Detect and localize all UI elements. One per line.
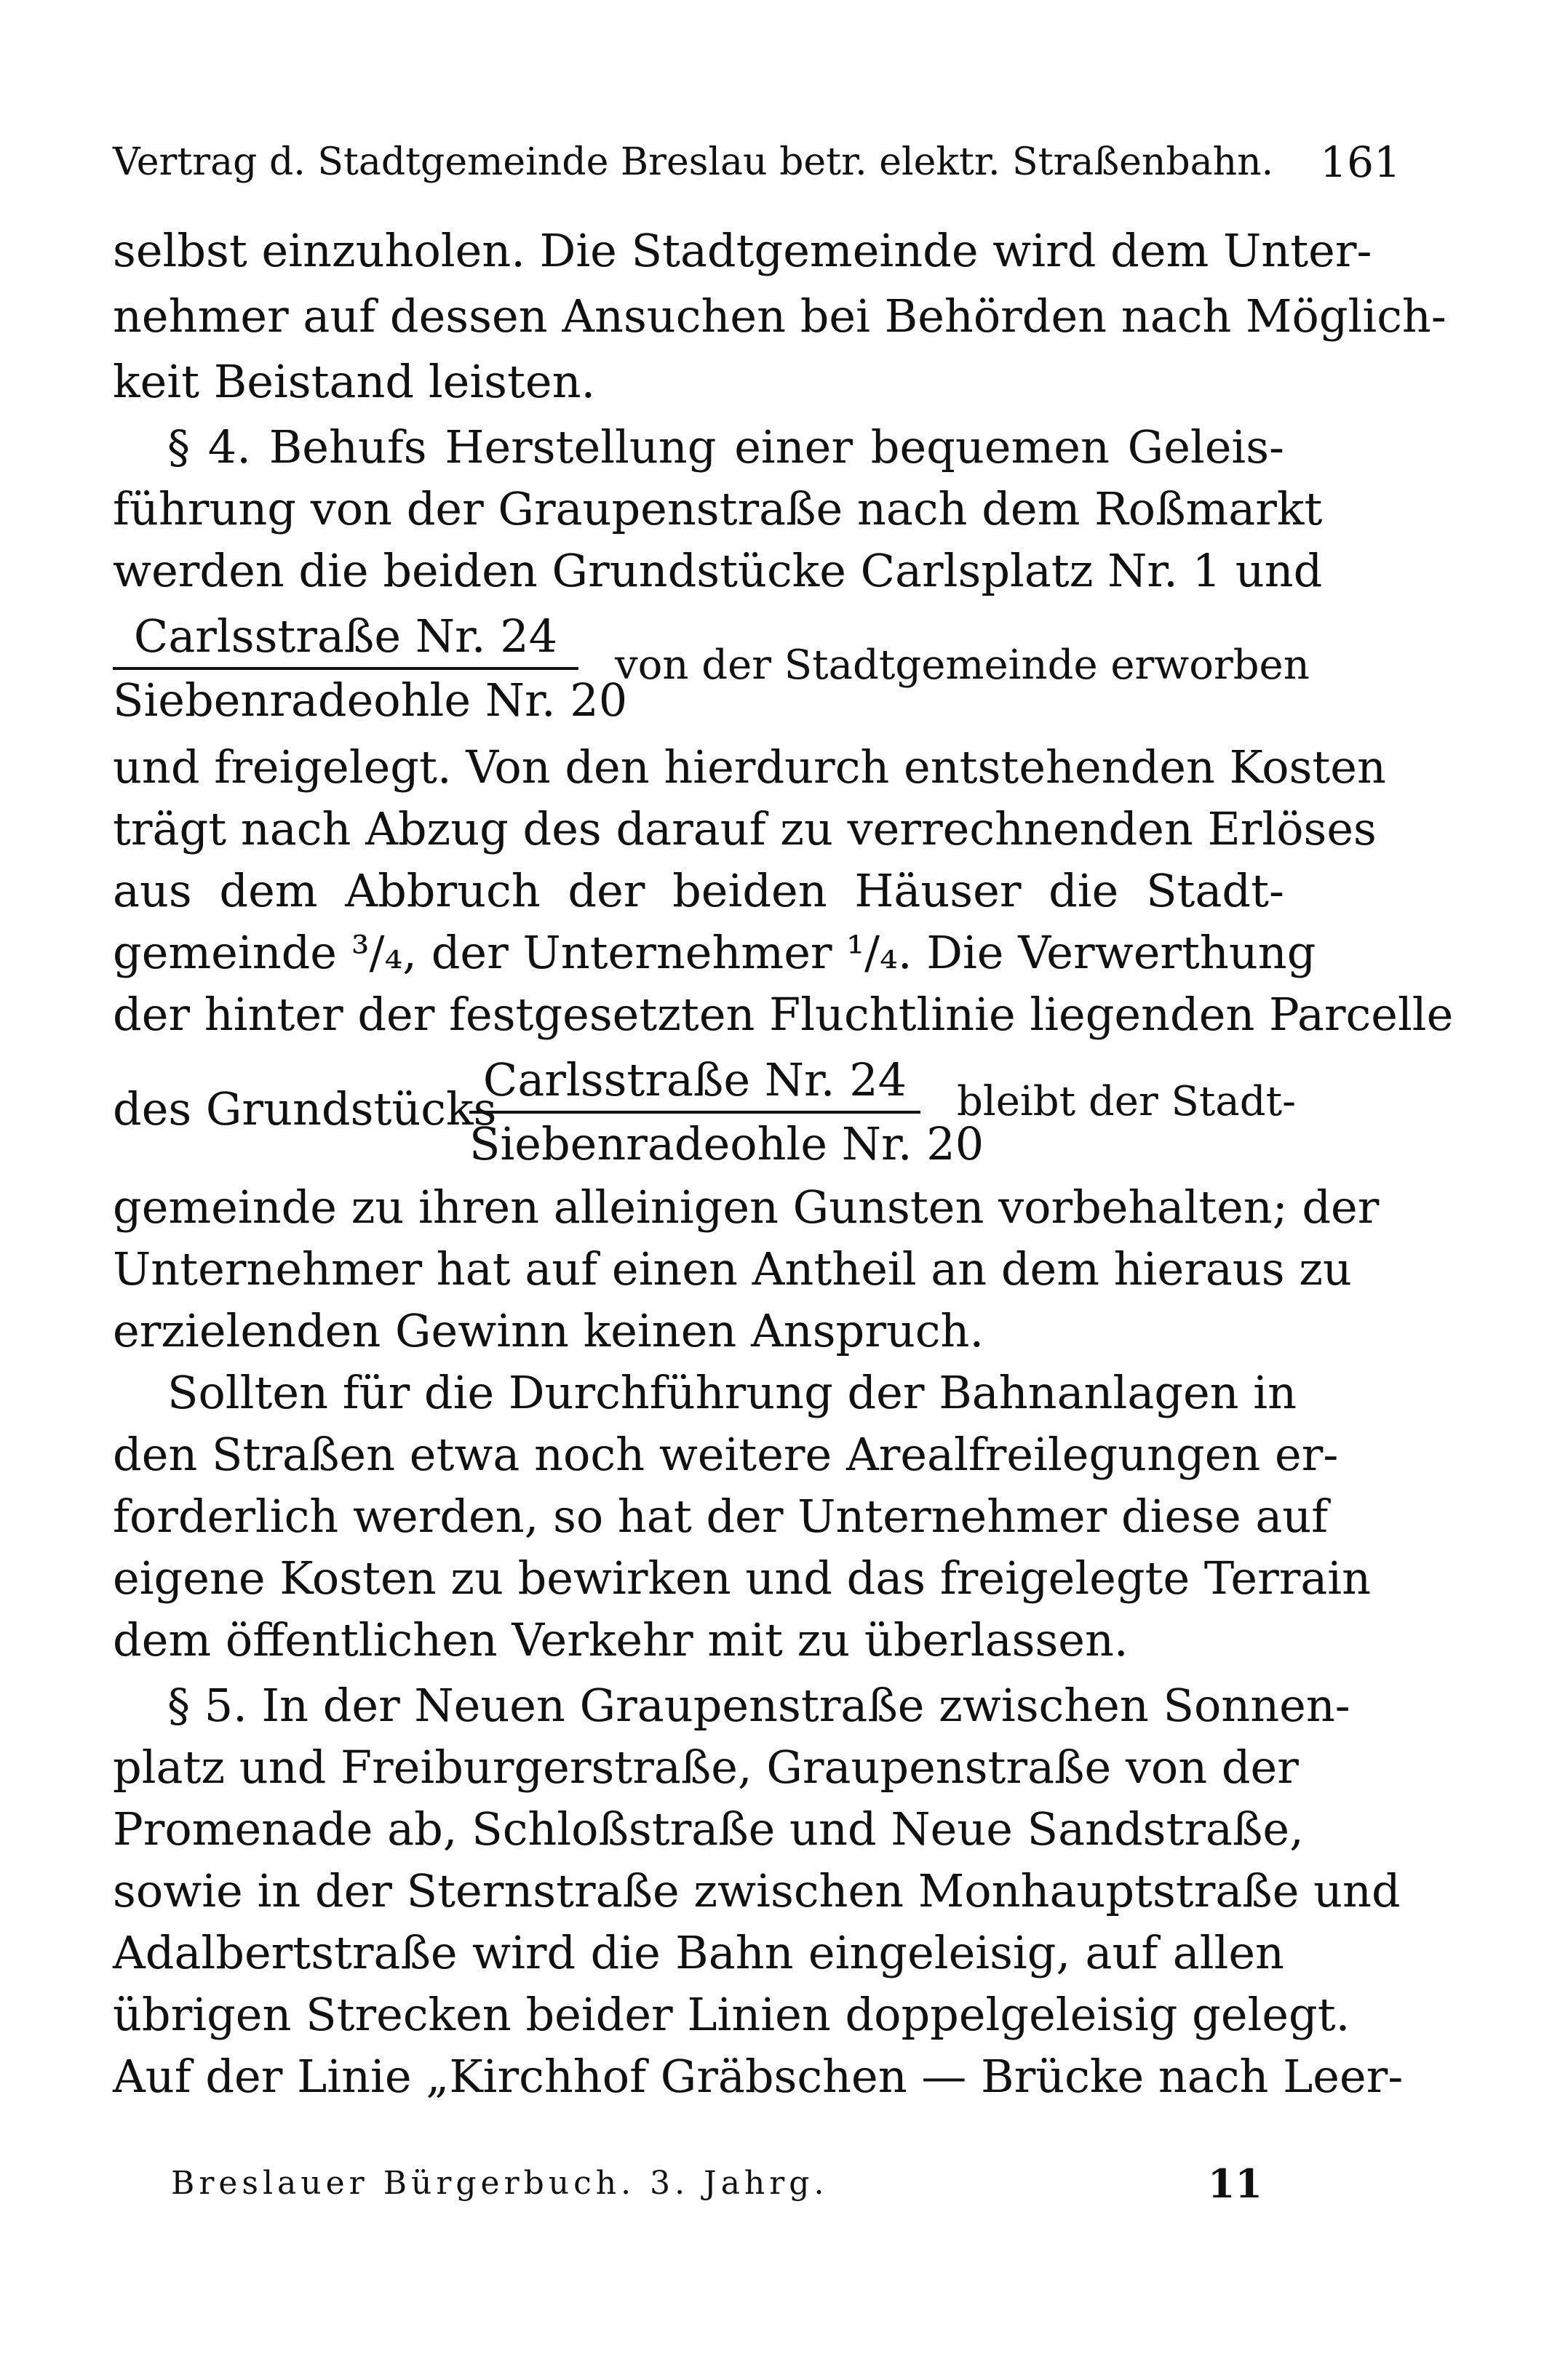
section-5-heading-line: § 5. In der Neuen Graupenstraße zwischen Sonnen- [167, 1679, 1350, 1732]
fraction-numerator: Carlsstraße Nr. 24 [482, 1053, 907, 1106]
text-line: gemeinde ³/₄, der Unternehmer ¹/₄. Die Verwerthung [113, 926, 1316, 979]
text-line: führung von der Graupenstraße nach dem Roßmarkt [113, 482, 1323, 535]
text-line: eigene Kosten zu bewirken und das freigelegte Terrain [113, 1552, 1372, 1605]
text-line: sowie in der Sternstraße zwischen Monhauptstraße und [113, 1864, 1401, 1917]
text-line: keit Beistand leisten. [113, 355, 596, 408]
fraction-line-2 [113, 1051, 1297, 1182]
address-fraction [113, 607, 628, 730]
fraction-denominator: Siebenradeohle Nr. 20 [113, 674, 628, 727]
fraction-leading-text: des Grundstücks [113, 1082, 497, 1135]
text-line: nehmer auf dessen Ansuchen bei Behörden nach Möglich- [113, 289, 1446, 343]
fraction-numerator: Carlsstraße Nr. 24 [133, 610, 558, 663]
text-line: Unternehmer hat auf einen Antheil an dem hieraus zu [113, 1242, 1352, 1295]
page-header [113, 129, 1422, 195]
page-number: 161 [1320, 137, 1401, 187]
page-footer [171, 2155, 1262, 2213]
fraction-trailing-text: bleibt der Stadt- [957, 1078, 1297, 1125]
text-line: Auf der Linie „Kirchhof Gräbschen — Brücke nach Leer- [113, 2050, 1404, 2103]
text-line: erzielenden Gewinn keinen Anspruch. [113, 1304, 984, 1357]
text-line: aus dem Abbruch der beiden Häuser die Stadt- [113, 864, 1284, 917]
text-line: forderlich werden, so hat der Unternehmer diese auf [113, 1490, 1329, 1543]
signature-mark: 11 [1207, 2160, 1262, 2207]
text-line: werden die beiden Grundstücke Carlsplatz Nr. 1 und [113, 544, 1323, 597]
text-line: den Straßen etwa noch weitere Arealfreilegungen er- [113, 1428, 1339, 1481]
text-line: gemeinde zu ihren alleinigen Gunsten vorbehalten; der [113, 1181, 1380, 1234]
text-line: übrigen Strecken beider Linien doppelgeleisig gelegt. [113, 1988, 1350, 2041]
text-line: selbst einzuholen. Die Stadtgemeinde wird dem Unter- [113, 224, 1372, 277]
text-line: platz und Freiburgerstraße, Graupenstraße von der [113, 1741, 1299, 1794]
text-line: trägt nach Abzug des darauf zu verrechnenden Erlöses [113, 802, 1377, 855]
fraction-denominator: Siebenradeohle Nr. 20 [469, 1117, 984, 1170]
footer-title: Breslauer Bürgerbuch. 3. Jahrg. [171, 2165, 829, 2202]
fraction-trailing-text: von der Stadtgemeinde erworben [615, 642, 1310, 689]
text-line: Adalbertstraße wird die Bahn eingeleisig, auf allen [113, 1926, 1284, 1979]
text-line: und freigelegt. Von den hierdurch entstehenden Kosten [113, 740, 1386, 794]
running-title: Vertrag d. Stadtgemeinde Breslau betr. elektr. Straßenbahn. [113, 140, 1274, 184]
section-4-heading-line: § 4. Behufs Herstellung einer bequemen Geleis- [167, 420, 1284, 474]
fraction-bar [469, 1111, 920, 1114]
fraction-line-1 [113, 607, 1310, 738]
text-line: der hinter der festgesetzten Fluchtlinie liegenden Parcelle [113, 988, 1454, 1041]
text-line: Promenade ab, Schloßstraße und Neue Sandstraße, [113, 1802, 1304, 1856]
address-fraction [469, 1051, 984, 1173]
text-line: Sollten für die Durchführung der Bahnanlagen in [167, 1366, 1297, 1419]
text-line: dem öffentlichen Verkehr mit zu überlassen. [113, 1613, 1129, 1666]
fraction-bar [113, 667, 578, 670]
